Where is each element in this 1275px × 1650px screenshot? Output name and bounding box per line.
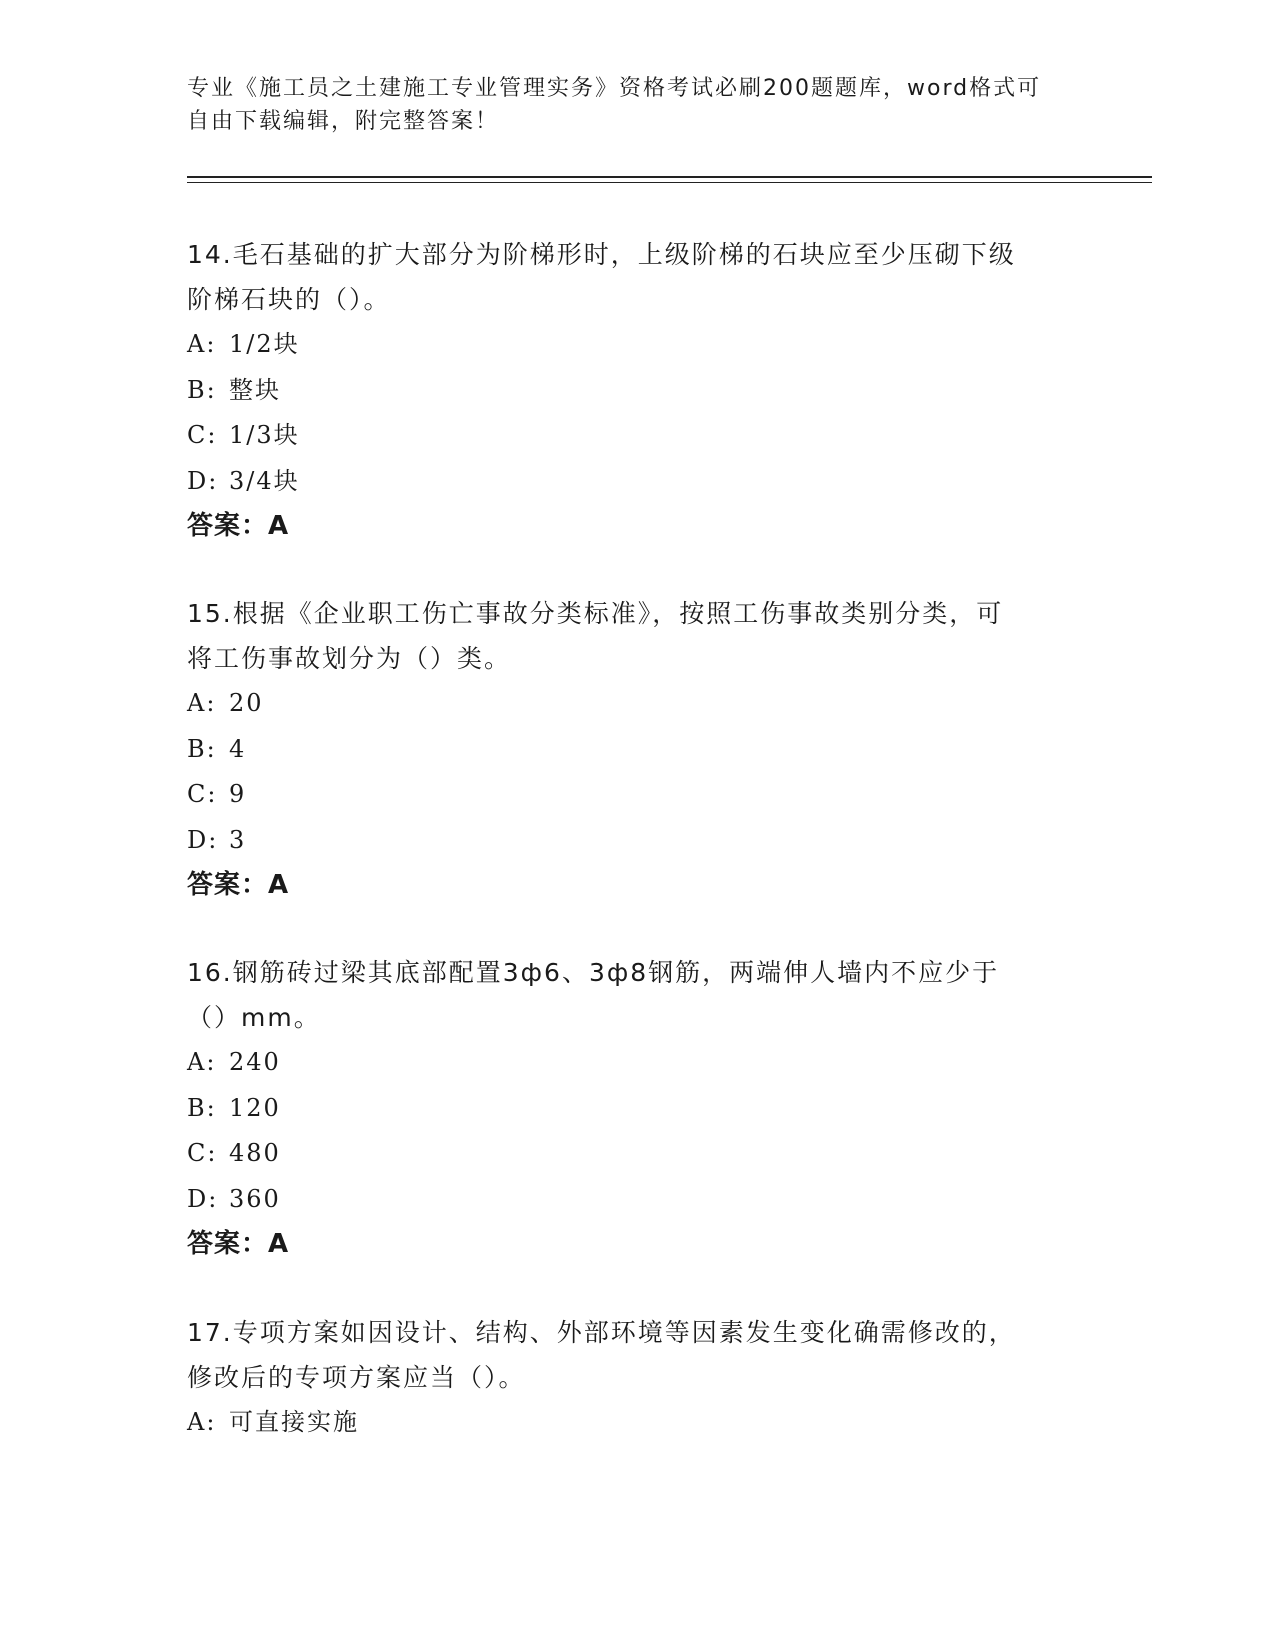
option-d bbox=[187, 1177, 1087, 1223]
option-d bbox=[187, 818, 1087, 864]
option-b bbox=[187, 727, 1087, 773]
option-label: B: bbox=[187, 1093, 217, 1122]
question-text-line-2: 将工伤事故划分为（）类。 bbox=[187, 644, 512, 673]
option-label: A: bbox=[187, 330, 217, 358]
option-value: 1/3块 bbox=[229, 421, 300, 449]
option-label: B: bbox=[187, 734, 217, 763]
question-text-line-1: 17.专项方案如因设计、结构、外部环境等因素发生变化确需修改的， bbox=[187, 1318, 1016, 1347]
option-c bbox=[187, 772, 1087, 818]
question-15 bbox=[187, 591, 1087, 908]
option-value: 480 bbox=[229, 1139, 281, 1167]
option-label: A: bbox=[187, 1408, 217, 1436]
header-divider-thick bbox=[187, 176, 1152, 178]
option-value: 整块 bbox=[229, 375, 281, 404]
option-a bbox=[187, 681, 1087, 727]
option-label: C: bbox=[187, 1139, 218, 1167]
question-text-line-1: 16.钢筋砖过梁其底部配置3ф6、3ф8钢筋，两端伸人墙内不应少于 bbox=[187, 958, 1000, 987]
option-value: 360 bbox=[229, 1184, 281, 1213]
option-b bbox=[187, 368, 1087, 414]
option-value: 1/2块 bbox=[229, 330, 300, 358]
question-17 bbox=[187, 1310, 1087, 1446]
option-value: 20 bbox=[229, 689, 264, 717]
question-text-line-1: 15.根据《企业职工伤亡事故分类标准》，按照工伤事故类别分类，可 bbox=[187, 599, 1004, 628]
option-label: C: bbox=[187, 421, 218, 449]
header-divider-thin bbox=[187, 182, 1152, 183]
answer: 答案：A bbox=[187, 511, 290, 541]
document-header bbox=[187, 72, 1067, 138]
option-value: 3 bbox=[229, 825, 247, 854]
question-text-line-2: 阶梯石块的（）。 bbox=[187, 285, 391, 314]
answer: 答案：A bbox=[187, 870, 290, 900]
option-a bbox=[187, 1040, 1087, 1086]
option-value: 3/4块 bbox=[229, 466, 300, 495]
option-label: D: bbox=[187, 825, 219, 854]
option-label: A: bbox=[187, 1048, 217, 1076]
option-value: 120 bbox=[229, 1093, 281, 1122]
option-c bbox=[187, 413, 1087, 459]
option-value: 9 bbox=[229, 780, 247, 808]
option-label: B: bbox=[187, 375, 217, 404]
option-b bbox=[187, 1086, 1087, 1132]
question-16 bbox=[187, 950, 1087, 1267]
question-text-line-2: （）mm。 bbox=[187, 1003, 321, 1032]
option-value: 240 bbox=[229, 1048, 281, 1076]
option-a bbox=[187, 1400, 1087, 1446]
header-line-2: 自由下载编辑，附完整答案！ bbox=[187, 109, 500, 134]
option-c bbox=[187, 1131, 1087, 1177]
option-value: 4 bbox=[229, 734, 247, 763]
question-text-line-2: 修改后的专项方案应当（）。 bbox=[187, 1363, 526, 1392]
option-label: D: bbox=[187, 466, 219, 495]
option-a bbox=[187, 322, 1087, 368]
answer: 答案：A bbox=[187, 1229, 290, 1259]
option-label: A: bbox=[187, 689, 217, 717]
option-label: C: bbox=[187, 780, 218, 808]
option-d bbox=[187, 459, 1087, 505]
question-text-line-1: 14.毛石基础的扩大部分为阶梯形时，上级阶梯的石块应至少压砌下级 bbox=[187, 240, 1016, 269]
header-line-1: 专业《施工员之土建施工专业管理实务》资格考试必刷200题题库，word格式可 bbox=[187, 76, 1042, 101]
option-label: D: bbox=[187, 1184, 219, 1213]
option-value: 可直接实施 bbox=[229, 1408, 359, 1436]
question-14 bbox=[187, 232, 1087, 549]
